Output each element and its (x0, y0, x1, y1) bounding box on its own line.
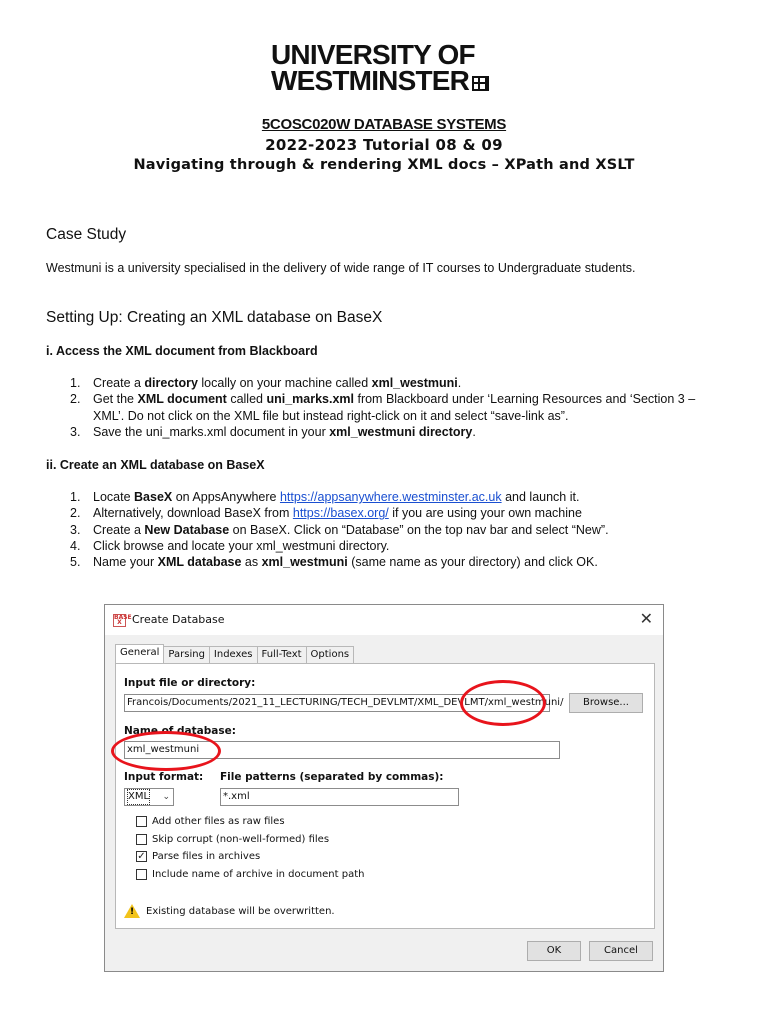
checkbox-archive-name[interactable]: Include name of archive in document path (136, 869, 364, 880)
close-icon[interactable]: ✕ (639, 609, 653, 628)
ok-button[interactable]: OK (527, 941, 581, 961)
basex-app-icon: BASE X (114, 614, 132, 626)
list-item: 3. Create a New Database on BaseX. Click on “Database” on the top nav bar and select “New”. (70, 522, 609, 537)
case-study-text: Westmuni is a university specialised in the delivery of wide range of IT courses to Undergraduate students. (46, 261, 636, 275)
chevron-down-icon: ⌄ (162, 792, 170, 802)
create-database-dialog (104, 604, 664, 972)
tab-parsing[interactable]: Parsing (163, 646, 210, 663)
tutorial-title: 2022-2023 Tutorial 08 & 09 (265, 136, 503, 154)
basex-link[interactable]: https://basex.org/ (292, 506, 389, 521)
general-panel (115, 663, 655, 929)
checkbox-skip-corrupt[interactable]: Skip corrupt (non-well-formed) files (136, 834, 329, 845)
dialog-titlebar (105, 605, 663, 635)
list-item: 1. Locate BaseX on AppsAnywhere https://appsanywhere.westminster.ac.uk and launch it. (70, 490, 580, 504)
part1-steps (70, 375, 730, 440)
list-item: 4. Click browse and locate your xml_westmuni directory. (70, 538, 390, 553)
tab-general[interactable]: General (115, 644, 164, 663)
dialog-title: Create Database (132, 613, 225, 626)
highlight-circle-name (111, 731, 221, 771)
part1-heading: i. Access the XML document from Blackboard (46, 344, 318, 358)
list-item: 2. Get the XML document called uni_marks.xml from Blackboard under ‘Learning Resources and ‘Section 3 – XML’. Do not click on the XML file but instead right-click on it and select “save-link as”. (70, 392, 696, 423)
part2-heading: ii. Create an XML database on BaseX (46, 458, 265, 472)
checkbox-raw-files[interactable]: Add other files as raw files (136, 816, 285, 827)
format-label: Input format: (124, 771, 204, 783)
tab-full-text[interactable]: Full-Text (257, 646, 307, 663)
checkbox-box-checked[interactable]: ✓ (137, 851, 146, 862)
part2-steps (70, 489, 730, 570)
tab-indexes[interactable]: Indexes (209, 646, 258, 663)
tutorial-subtitle: Navigating through & rendering XML docs – XPath and XSLT (133, 157, 635, 173)
list-item: 5. Name your XML database as xml_westmuni (same name as your directory) and click OK. (70, 555, 598, 570)
patterns-label: File patterns (separated by commas): (220, 771, 444, 783)
file-patterns-field[interactable]: *.xml (220, 788, 459, 806)
input-label: Input file or directory: (124, 677, 256, 689)
logo-grid-icon (472, 76, 489, 91)
checkbox-parse-archives[interactable]: ✓ Parse files in archives (137, 851, 261, 862)
case-study-heading: Case Study (46, 226, 127, 243)
warning-icon: ! (124, 904, 140, 918)
module-title: 5COSC020W DATABASE SYSTEMS (261, 116, 507, 133)
list-item: 1. Create a directory locally on your machine called xml_westmuni. (70, 376, 462, 390)
format-select[interactable]: XML ⌄ (124, 788, 174, 806)
warning-message: ! Existing database will be overwritten. (124, 904, 335, 918)
browse-button[interactable]: Browse... (569, 693, 643, 713)
logo-line-2: WESTMINSTER (271, 65, 470, 96)
logo-line-1: UNIVERSITY OF (271, 39, 475, 70)
checkbox-box[interactable] (136, 834, 147, 845)
cancel-button[interactable]: Cancel (589, 941, 653, 961)
highlight-circle-path (460, 680, 546, 726)
database-name-field[interactable]: xml_westmuni (124, 741, 560, 759)
list-item: 3. Save the uni_marks.xml document in your xml_westmuni directory. (70, 424, 476, 439)
checkbox-box[interactable] (136, 816, 147, 827)
input-path-field[interactable]: Francois/Documents/2021_11_LECTURING/TECH_DEVLMT/XML_DEVLMT/xml_westmuni/ (124, 694, 550, 712)
dialog-tabs (115, 646, 353, 664)
appsanywhere-link[interactable]: https://appsanywhere.westminster.ac.uk (279, 490, 502, 504)
list-item: 2. Alternatively, download BaseX from https://basex.org/ if you are using your own machine (70, 506, 582, 521)
name-label: Name of database: (124, 725, 236, 737)
university-logo (271, 39, 511, 96)
checkbox-box[interactable] (136, 869, 147, 880)
tab-options[interactable]: Options (306, 646, 355, 663)
setup-heading: Setting Up: Creating an XML database on BaseX (46, 309, 383, 326)
